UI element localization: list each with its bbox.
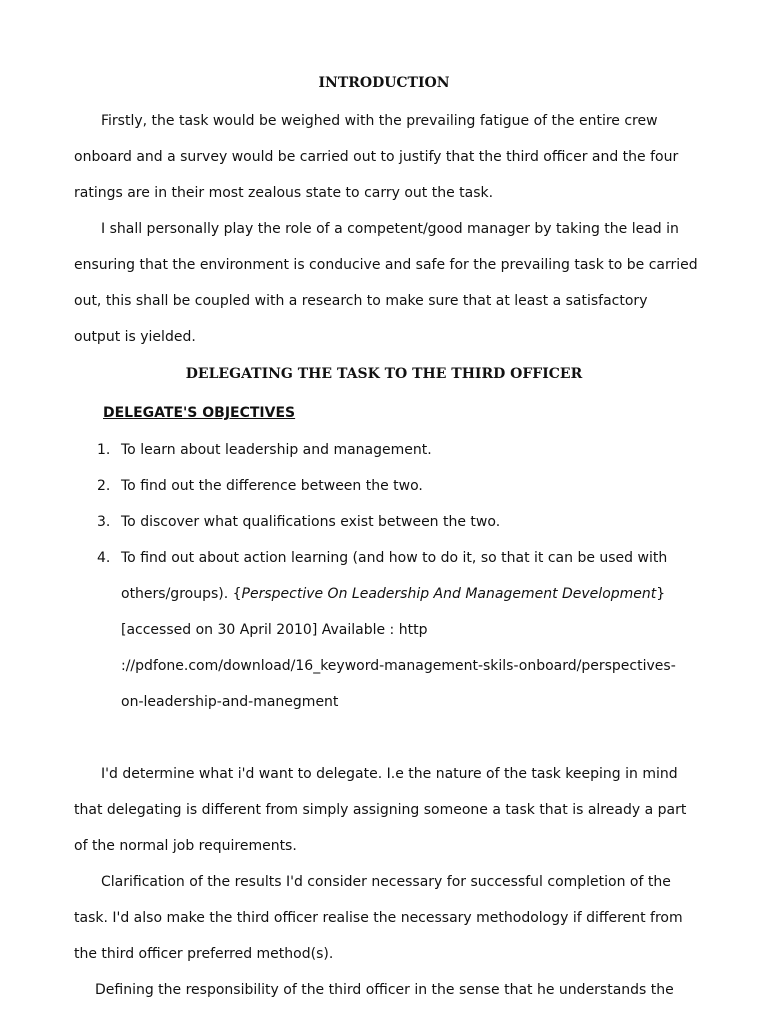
paragraph-line: Firstly, the task would be weighed with the prevailing fatigue of the entire crew [101,113,658,129]
paragraph-line: ratings are in their most zealous state to carry out the task. [74,185,494,201]
paragraph-line: onboard and a survey would be carried out to justify that the third officer and the four [74,149,679,165]
list-item-text: To find out about action learning (and how to do it, so that it can be used with [121,550,668,566]
paragraph-line: Clarification of the results I'd consider necessary for successful completion of the [101,874,671,890]
list-item-text: To find out the difference between the two. [121,478,423,494]
intro-heading: INTRODUCTION [318,75,450,91]
list-item-number: 3. [97,514,111,530]
objectives-subheading: DELEGATE'S OBJECTIVES [103,405,296,421]
citation-prefix: others/groups). { [121,586,242,602]
list-item-number: 1. [97,442,111,458]
paragraph-line: Defining the responsibility of the third officer in the sense that he understands the [95,982,674,998]
citation-title: Perspective On Leadership And Management Development [241,586,657,602]
paragraph-line: of the normal job requirements. [74,838,297,854]
accessed-line: [accessed on 30 April 2010] Available : http [121,622,428,638]
url-line: on-leadership-and-manegment [121,694,339,710]
list-item-text: To learn about leadership and management. [121,442,432,458]
paragraph-line: task. I'd also make the third officer realise the necessary methodology if different from [74,910,683,926]
citation-suffix: } [656,586,666,602]
paragraph-line: output is yielded. [74,329,196,345]
list-item-number: 2. [97,478,111,494]
paragraph-line: that delegating is different from simply assigning someone a task that is already a part [74,802,687,818]
paragraph-line: I shall personally play the role of a competent/good manager by taking the lead in [101,221,679,237]
delegating-heading: DELEGATING THE TASK TO THE THIRD OFFICER [185,366,583,382]
paragraph-line: ensuring that the environment is conducive and safe for the prevailing task to be carried [74,257,698,273]
list-item-number: 4. [97,550,111,566]
url-line: ://pdfone.com/download/16_keyword-management-skils-onboard/perspectives- [121,658,676,674]
list-item-text: To discover what qualifications exist between the two. [121,514,501,530]
paragraph-line: out, this shall be coupled with a research to make sure that at least a satisfactory [74,293,648,309]
citation-line [121,584,665,604]
paragraph-line: I'd determine what i'd want to delegate. I.e the nature of the task keeping in mind [101,766,678,782]
paragraph-line: the third officer preferred method(s). [74,946,334,962]
